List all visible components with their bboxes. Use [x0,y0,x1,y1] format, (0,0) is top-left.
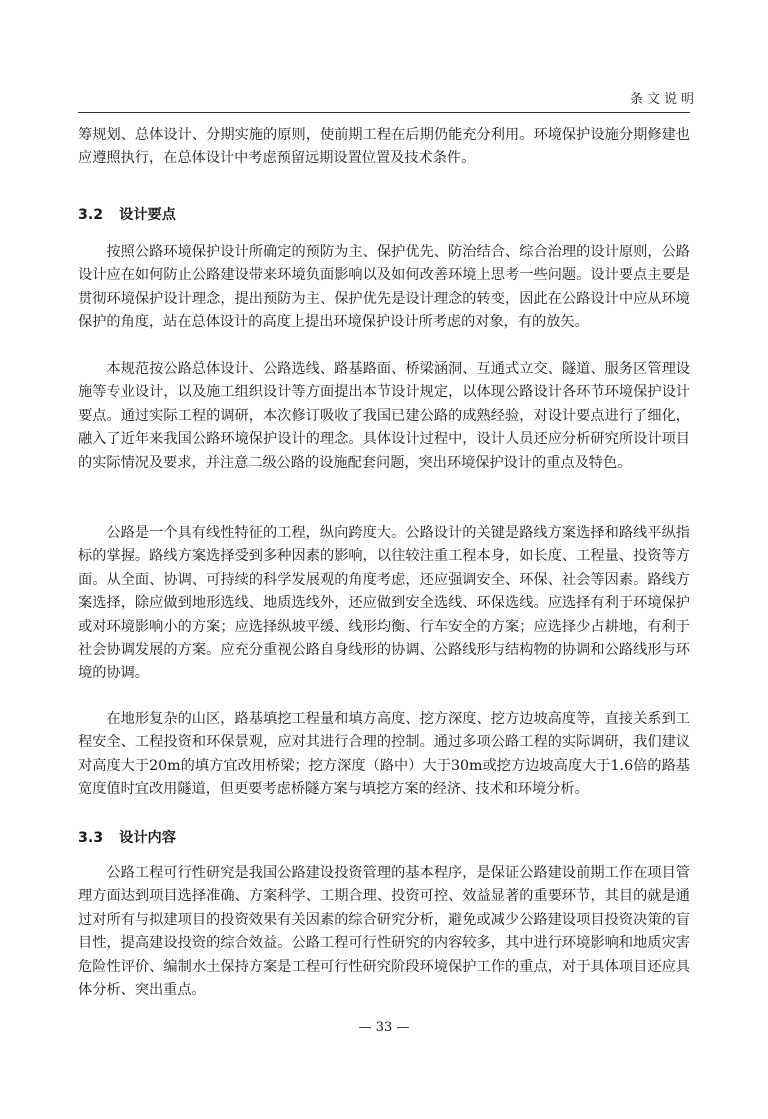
paragraph: 按照公路环境保护设计所确定的预防为主、保护优先、防治结合、综合治理的设计原则，公路设计应在如何防止公路建设带来环境负面影响以及如何改善环境上思考一些问题。设计要点主要是贯彻环境保护设计理念，提出预防为主、保护优先是设计理念的转变，因此在公路设计中应从环境保护的角度，站在总体设计的高度上提出环境保护设计所考虑的对象，有的放矢。 [78,244,690,331]
page-number: — 33 — [358,1020,410,1035]
header-divider [78,112,690,113]
section-heading-3-2 [78,204,176,224]
paragraph-continuation: 筹规划、总体设计、分期实施的原则，使前期工程在后期仍能充分利用。环境保护设施分期修建也应遵照执行，在总体设计中考虑预留远期设置位置及技术条件。 [78,127,690,167]
paragraph: 公路是一个具有线性特征的工程，纵向跨度大。公路设计的关键是路线方案选择和路线平纵指标的掌握。路线方案选择受到多种因素的影响，以往较注重工程本身，如长度、工程量、投资等方面。从全面、协调、可持续的科学发展观的角度考虑，还应强调安全、环保、社会等因素。路线方案选择，除应做到地形选线、地质选线外，还应做到安全选线、环保选线。应选择有利于环境保护或对环境影响小的方案；应选择纵坡平缓、线形均衡、行车安全的方案；应选择少占耕地，有利于社会协调发展的方案。应充分重视公路自身线形的协调、公路线形与结构物的协调和公路线形与环境的协调。 [78,525,690,682]
running-header: 条文说明 [629,92,698,107]
paragraph: 公路工程可行性研究是我国公路建设投资管理的基本程序，是保证公路建设前期工作在项目管理方面达到项目选择准确、方案科学、工期合理、投资可控、效益显著的重要环节，其目的就是通过对所有与拟建项目的投资效果有关因素的综合研究分析，避免或减少公路建设项目投资决策的盲目性，提高建设投资的综合效益。公路工程可行性研究的内容较多，其中进行环境影响和地质灾害危险性评价、编制水土保持方案是工程可行性研究阶段环境保护工作的重点，对于具体项目还应具体分析、突出重点。 [78,865,690,999]
section-title: 设计要点 [119,207,176,223]
paragraph: 在地形复杂的山区，路基填挖工程量和填方高度、挖方深度、挖方边坡高度等，直接关系到工程安全、工程投资和环保景观，应对其进行合理的控制。通过多项公路工程的实际调研，我们建议对高度大于20m的填方宜改用桥梁；挖方深度（路中）大于30m或挖方边坡高度大于1.6倍的路基宽度值时宜改用隧道，但更要考虑桥隧方案与填挖方案的经济、技术和环境分析。 [78,711,690,798]
section-number: 3.2 [78,207,104,223]
paragraph: 本规范按公路总体设计、公路选线、路基路面、桥梁涵洞、互通式立交、隧道、服务区管理设施等专业设计，以及施工组织设计等方面提出本节设计规定，以体现公路设计各环节环境保护设计要点。通过实际工程的调研，本次修订吸收了我国已建公路的成熟经验，对设计要点进行了细化，融入了近年来我国公路环境保护设计的理念。具体设计过程中，设计人员还应分析研究所设计项目的实际情况及要求，并注意二级公路的设施配套问题，突出环境保护设计的重点及特色。 [78,361,690,471]
section-title: 设计内容 [119,830,176,846]
section-number: 3.3 [78,830,104,846]
section-heading-3-3 [78,827,176,847]
